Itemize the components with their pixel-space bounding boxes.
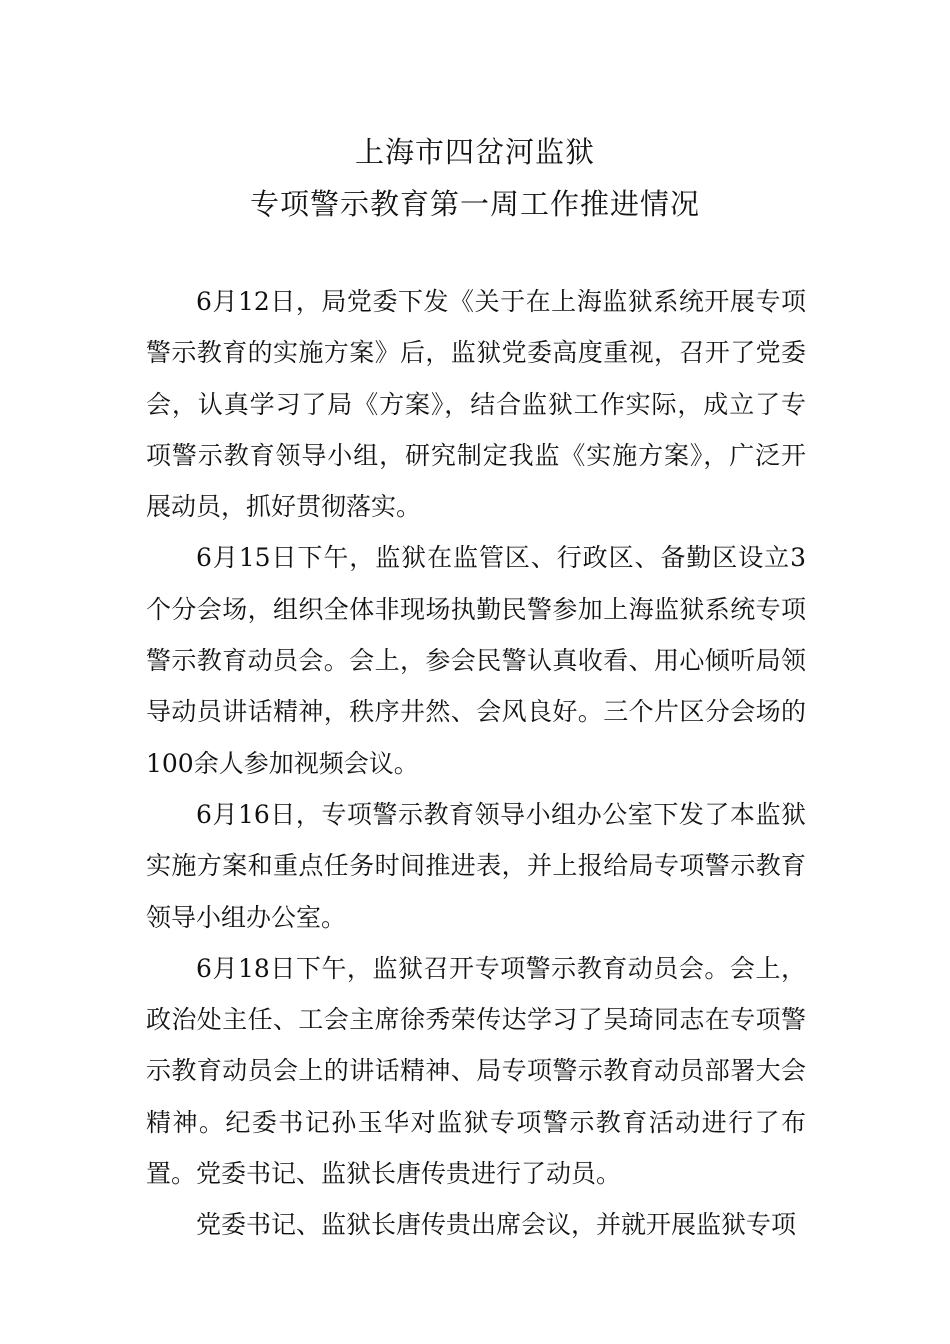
paragraph-3: 6月16日，专项警示教育领导小组办公室下发了本监狱实施方案和重点任务时间推进表，并上报给局专项警示教育领导小组办公室。 [146,799,806,932]
paragraph-1: 6月12日，局党委下发《关于在上海监狱系统开展专项警示教育的实施方案》后，监狱党委高度重视，召开了党委会，认真学习了局《方案》，结合监狱工作实际，成立了专项警示教育领导小组，研究制定我监《实施方案》，广泛开展动员，抓好贯彻落实。 [146,287,806,522]
title-line-2: 专项警示教育第一周工作推进情况 [249,187,700,221]
document-title [0,126,950,230]
paragraph-5: 党委书记、监狱长唐传贵出席会议，并就开展监狱专项 [196,1210,797,1240]
paragraph-4: 6月18日下午，监狱召开专项警示教育动员会。会上，政治处主任、工会主席徐秀荣传达学习了吴琦同志在专项警示教育动员会上的讲话精神、局专项警示教育动员部署大会精神。纪委书记孙玉华对监狱专项警示教育活动进行了布置。党委书记、监狱长唐传贵进行了动员。 [146,953,806,1189]
paragraph-2: 6月15日下午，监狱在监管区、行政区、备勤区设立3个分会场，组织全体非现场执勤民警参加上海监狱系统专项警示教育动员会。会上，参会民警认真收看、用心倾听局领导动员讲话精神，秩序井然、会风良好。三个片区分会场的100余人参加视频会议。 [146,543,806,778]
document-body [146,276,806,1250]
title-line-1: 上海市四岔河监狱 [354,135,595,169]
